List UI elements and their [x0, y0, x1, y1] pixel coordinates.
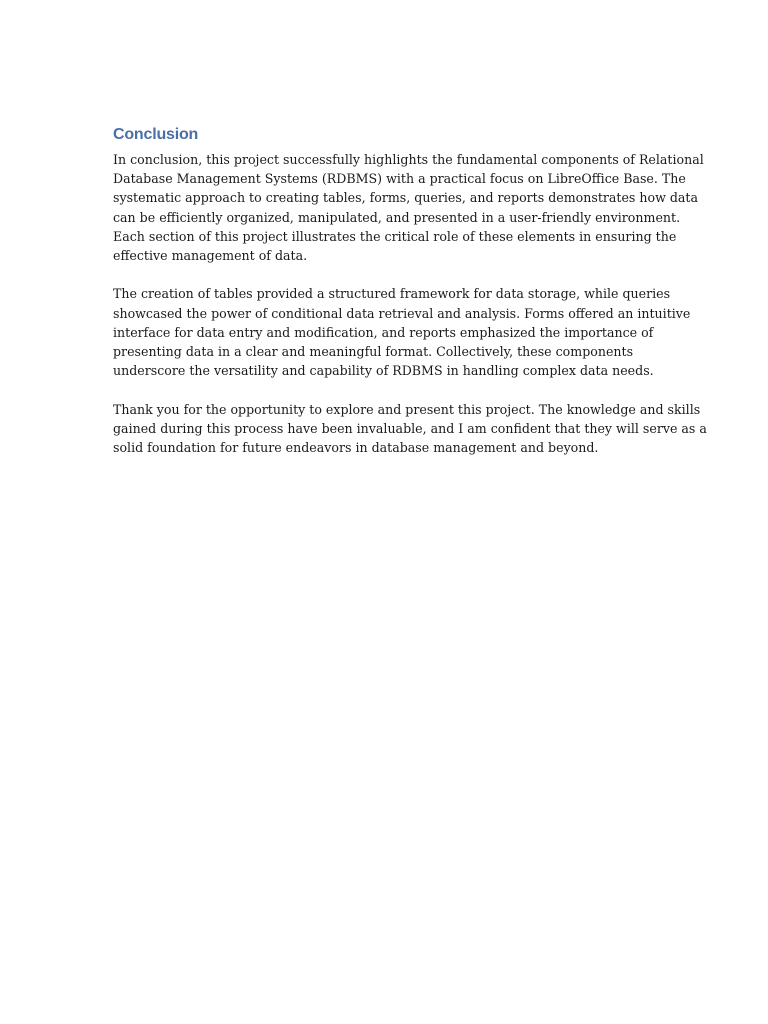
- text-line: systematic approach to creating tables, forms, queries, and reports demonstrates how data: [113, 190, 699, 206]
- text-line: Each section of this project illustrates the critical role of these elements in ensuring the: [113, 228, 677, 244]
- text-line: underscore the versatility and capability of RDBMS in handling complex data needs.: [113, 363, 654, 379]
- section-heading: Conclusion: [113, 126, 199, 143]
- paragraph-thanks: [113, 400, 707, 458]
- text-line: interface for data entry and modification, and reports emphasized the importance of: [113, 324, 654, 340]
- text-line: The creation of tables provided a structured framework for data storage, while queries: [113, 286, 671, 302]
- paragraph-components: [113, 284, 691, 380]
- text-line: can be efficiently organized, manipulated, and presented in a user-friendly environment.: [113, 209, 681, 225]
- text-line: gained during this process have been invaluable, and I am confident that they will serve as a: [113, 420, 707, 436]
- text-line: Thank you for the opportunity to explore and present this project. The knowledge and skills: [113, 401, 701, 417]
- text-line: Database Management Systems (RDBMS) with a practical focus on LibreOffice Base. The: [113, 171, 686, 187]
- text-line: showcased the power of conditional data retrieval and analysis. Forms offered an intuitive: [113, 305, 691, 321]
- document-content: [113, 124, 707, 476]
- text-line: presenting data in a clear and meaningful format. Collectively, these components: [113, 344, 634, 360]
- paragraph-intro: [113, 150, 704, 265]
- text-line: In conclusion, this project successfully highlights the fundamental components of Relational: [113, 152, 704, 167]
- text-line: solid foundation for future endeavors in database management and beyond.: [113, 440, 599, 456]
- text-line: effective management of data.: [113, 248, 308, 264]
